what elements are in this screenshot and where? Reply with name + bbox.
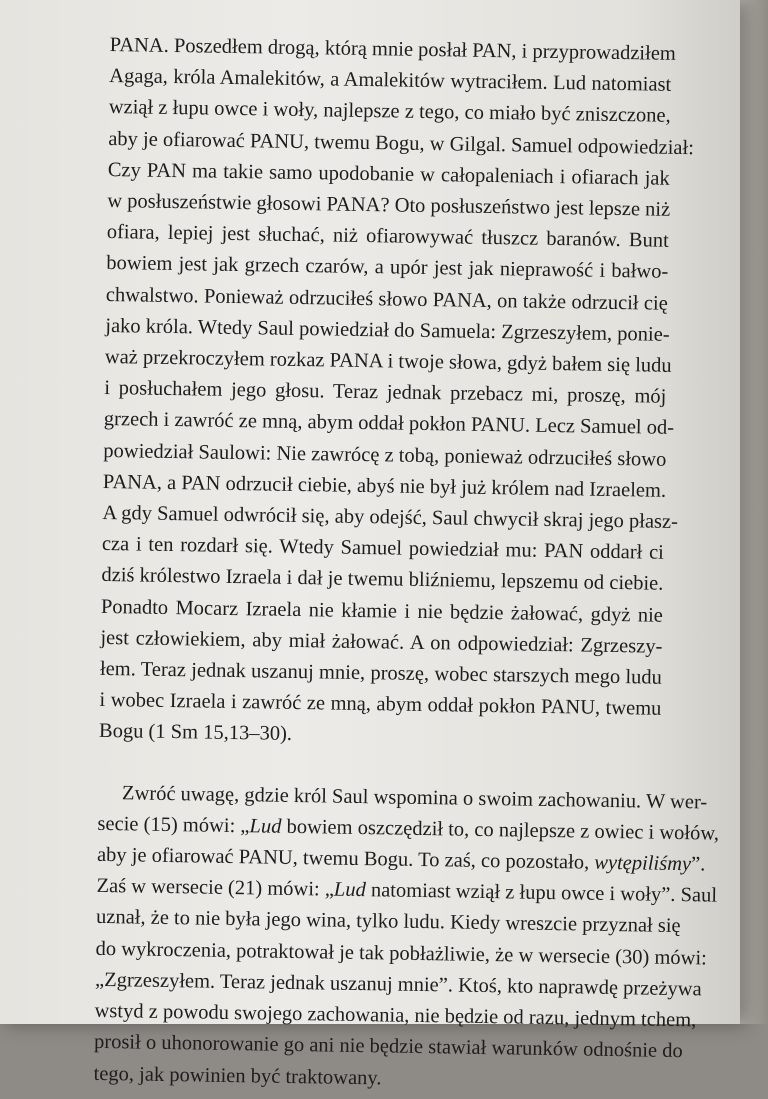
text-line: Agaga, króla Amalekitów, a Amalekitów wytraciłem. Lud natomiast: [109, 65, 672, 97]
emphasis: wytępiliśmy: [594, 851, 692, 876]
text-line: wstyd z powodu swojego zachowania, nie będzie od razu, jednym tchem,: [94, 999, 697, 1032]
text-line: secie (15) mówi: „Lud bowiem oszczędził to, co najlepsze z owiec i wołów,: [97, 812, 720, 845]
text-line: i posłuchałem jego głosu. Teraz jednak przebacz mi, proszę, mój: [104, 377, 667, 409]
text-line: ofiara, lepiej jest słuchać, niż ofiarowywać tłuszcz baranów. Bunt: [106, 221, 669, 253]
text-line: Zwróć uwagę, gdzie król Saul wspomina o swoim zachowaniu. W wer-: [121, 781, 708, 814]
text-line: w posłuszeństwie głosowi PANA? Oto posłuszeństwo jest lepsze niż: [107, 189, 671, 221]
text-line: PANA. Poszedłem drogą, którą mnie posłał PAN, i przyprowadziłem: [109, 33, 677, 65]
text-line: chwalstwo. Ponieważ odrzuciłeś słowo PANA, on także odrzucił cię: [105, 283, 668, 315]
text-line: powiedział Saulowi: Nie zawrócę z tobą, ponieważ odrzuciłeś słowo: [103, 439, 667, 471]
text-line: Bogu (1 Sm 15,13–30).: [98, 720, 293, 746]
text-line: Zaś w wersecie (21) mówi: „Lud natomiast wziął z łupu owce i woły”. Saul: [96, 875, 718, 907]
text-line: tego, jak powinien być traktowany.: [93, 1062, 382, 1089]
text-line: i wobec Izraela i zawróć ze mną, abym oddał pokłon PANU, twemu: [99, 689, 662, 721]
emphasis: Lud: [333, 878, 366, 902]
text-line: aby je ofiarować PANU, twemu Bogu. To zaś, co pozostało, wytępiliśmy”.: [96, 843, 706, 876]
text-line: Ponadto Mocarz Izraela nie kłamie i nie będzie żałować, gdyż nie: [100, 595, 664, 627]
text-line: waż przekroczyłem rozkaz PANA i twoje słowa, gdyż bałem się ludu: [104, 345, 672, 377]
text-line: jest człowiekiem, aby miał żałować. A on odpowiedział: Zgrzeszy-: [100, 626, 663, 658]
emphasis: Lud: [249, 815, 282, 838]
text-line: dziś królestwo Izraela i dał je twemu bliźniemu, lepszemu od ciebie.: [101, 564, 664, 596]
text-line: aby je ofiarować PANU, twemu Bogu, w Gilgal. Samuel odpowiedział:: [108, 127, 695, 159]
text-line: wziął z łupu owce i woły, najlepsze z tego, co miało być zniszczone,: [108, 96, 671, 128]
text-line: uznał, że to nie była jego wina, tylko ludu. Kiedy wreszcie przyznał się: [95, 906, 681, 938]
book-page-edge: [736, 0, 768, 1024]
text-line: PANA, a PAN odrzucił ciebie, abyś nie był już królem nad Izraelem.: [102, 470, 667, 502]
text-line: „Zgrzeszyłem. Teraz jednak uszanuj mnie”. Ktoś, kto naprawdę przeżywa: [94, 968, 702, 1001]
paragraph-scripture-quote: [98, 30, 695, 756]
text-line: cza i ten rozdarł się. Wtedy Samuel powiedział mu: PAN oddarł ci: [101, 533, 665, 565]
text-line: łem. Teraz jednak uszanuj mnie, proszę, wobec starszych mego ludu: [99, 657, 663, 689]
text-line: A gdy Samuel odwrócił się, aby odejść, Saul chwycił skraj jego płasz-: [102, 501, 679, 534]
text-line: bowiem jest jak grzech czarów, a upór jest jak nieprawość i bałwo-: [106, 252, 669, 284]
text-line: do wykroczenia, potraktował je tak pobłażliwie, że w wersecie (30) mówi:: [95, 937, 708, 970]
text-line: prosił o uhonorowanie go ani nie będzie stawiał warunków odnośnie do: [93, 1031, 683, 1063]
text-line: Czy PAN ma takie samo upodobanie w całopaleniach i ofiarach jak: [107, 158, 670, 190]
paragraph-commentary: [93, 778, 720, 1099]
text-line: grzech i zawróć ze mną, abym oddał pokłon PANU. Lecz Samuel od-: [103, 408, 675, 440]
page-text: [93, 30, 720, 1098]
text-line: jako króla. Wtedy Saul powiedział do Samuela: Zgrzeszyłem, ponie-: [105, 314, 670, 346]
